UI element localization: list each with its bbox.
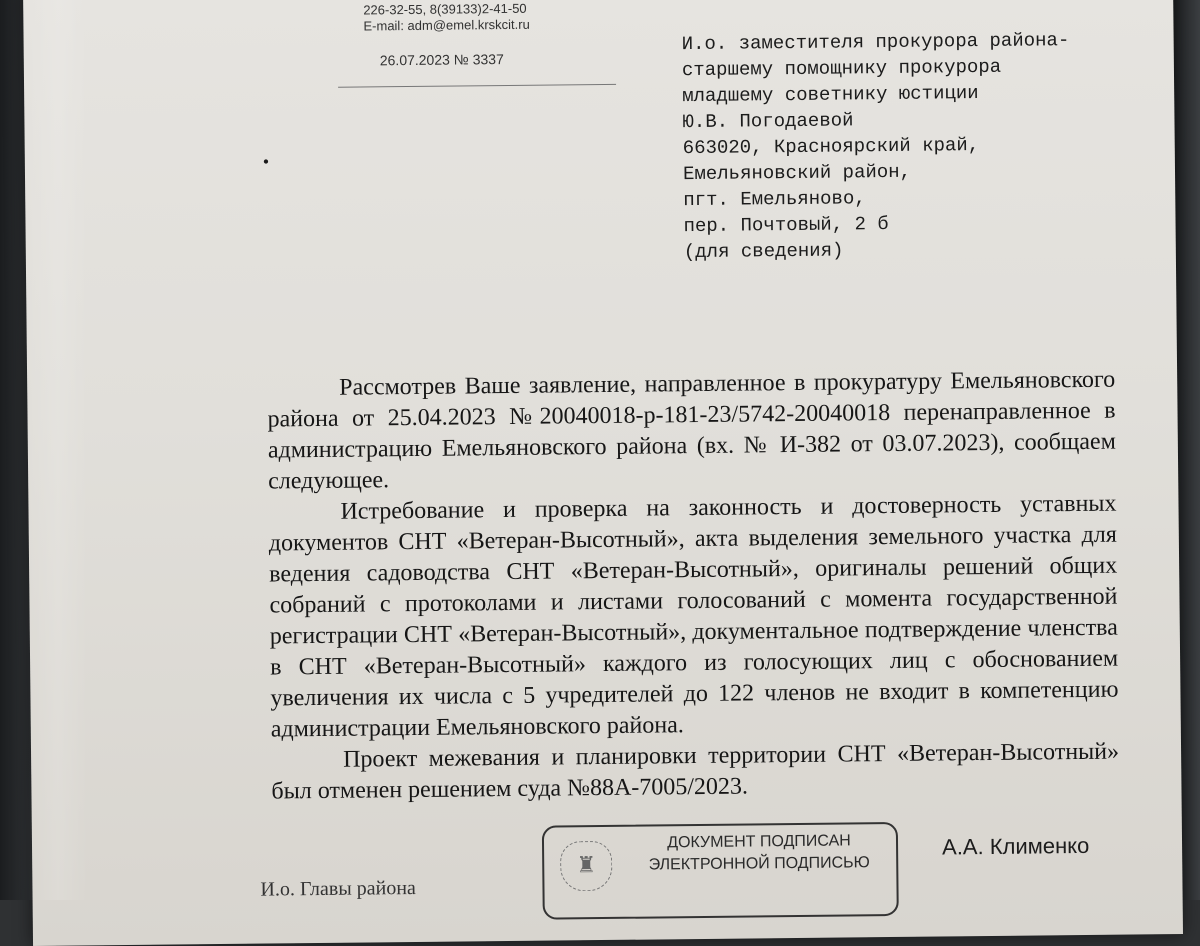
header-underline — [338, 84, 616, 88]
recipient-line: пгт. Емельяново, — [683, 187, 866, 212]
signatory-position: И.о. Главы района — [260, 876, 416, 901]
recipient-block — [682, 27, 1072, 265]
electronic-signature-stamp — [542, 822, 899, 920]
letter-page — [23, 0, 1183, 946]
plastic-sleeve-glare — [28, 0, 88, 900]
stamp-line-2: ЭЛЕКТРОННОЙ ПОДПИСЬЮ — [648, 854, 870, 874]
recipient-line: 663020, Красноярский край, — [682, 134, 980, 160]
sender-phones: 226-32-55, 8(39133)2-41-50 — [363, 0, 527, 18]
signatory-name: А.А. Клименко — [941, 832, 1090, 860]
paper-speck: • — [262, 151, 270, 172]
stamp-line-1: ДОКУМЕНТ ПОДПИСАН — [667, 832, 851, 852]
recipient-line: И.о. заместителя прокурора района- — [681, 29, 1070, 56]
body-paragraph: Проект межевания и планировки территории СНТ «Ветеран-Высотный» был отменен решением суда №88А-7005/2023. — [271, 738, 1120, 805]
body-paragraph: Истребование и проверка на законность и достоверность уставных документов СНТ «Ветеран-Высотный», акта выделения земельного участка для ведения садоводства СНТ «Ветеран-Высотный», оригиналы решений общих собраний с протоколами и листами голосований с момента государственной регистрации СНТ «Ветеран-Высотный», документальное подтверждение членства в СНТ «Ветеран-Высотный» каждого из голосующих лиц с обоснованием увеличения их числа с 5 учредителей до 122 членов не входит в компетенцию администрации Емельяновского района. — [268, 490, 1119, 743]
recipient-line: старшему помощнику прокурора — [681, 55, 1002, 82]
coat-of-arms-icon: ♜ — [560, 841, 613, 892]
recipient-line: младшему советнику юстиции — [682, 82, 979, 108]
recipient-line: (для сведения) — [683, 239, 844, 264]
recipient-line: пер. Почтовый, 2 б — [683, 212, 889, 238]
letter-body — [267, 365, 1119, 808]
recipient-line: Емельяновский район, — [682, 160, 912, 186]
sender-email: E-mail: adm@emel.krskcit.ru — [363, 16, 530, 34]
recipient-line: Ю.В. Погодаевой — [682, 109, 854, 134]
outgoing-date-number: 26.07.2023 № 3337 — [379, 51, 504, 69]
body-paragraph: Рассмотрев Ваше заявление, направленное в прокуратуру Емельяновского района от 25.04.2023 №20040018-р-181-23/5742-20040018 перенаправленное в администрацию Емельяновского района (вх. № И-382 от 03.07.2023), сообщаем следующее. — [267, 366, 1116, 495]
sender-contacts — [363, 1, 530, 35]
